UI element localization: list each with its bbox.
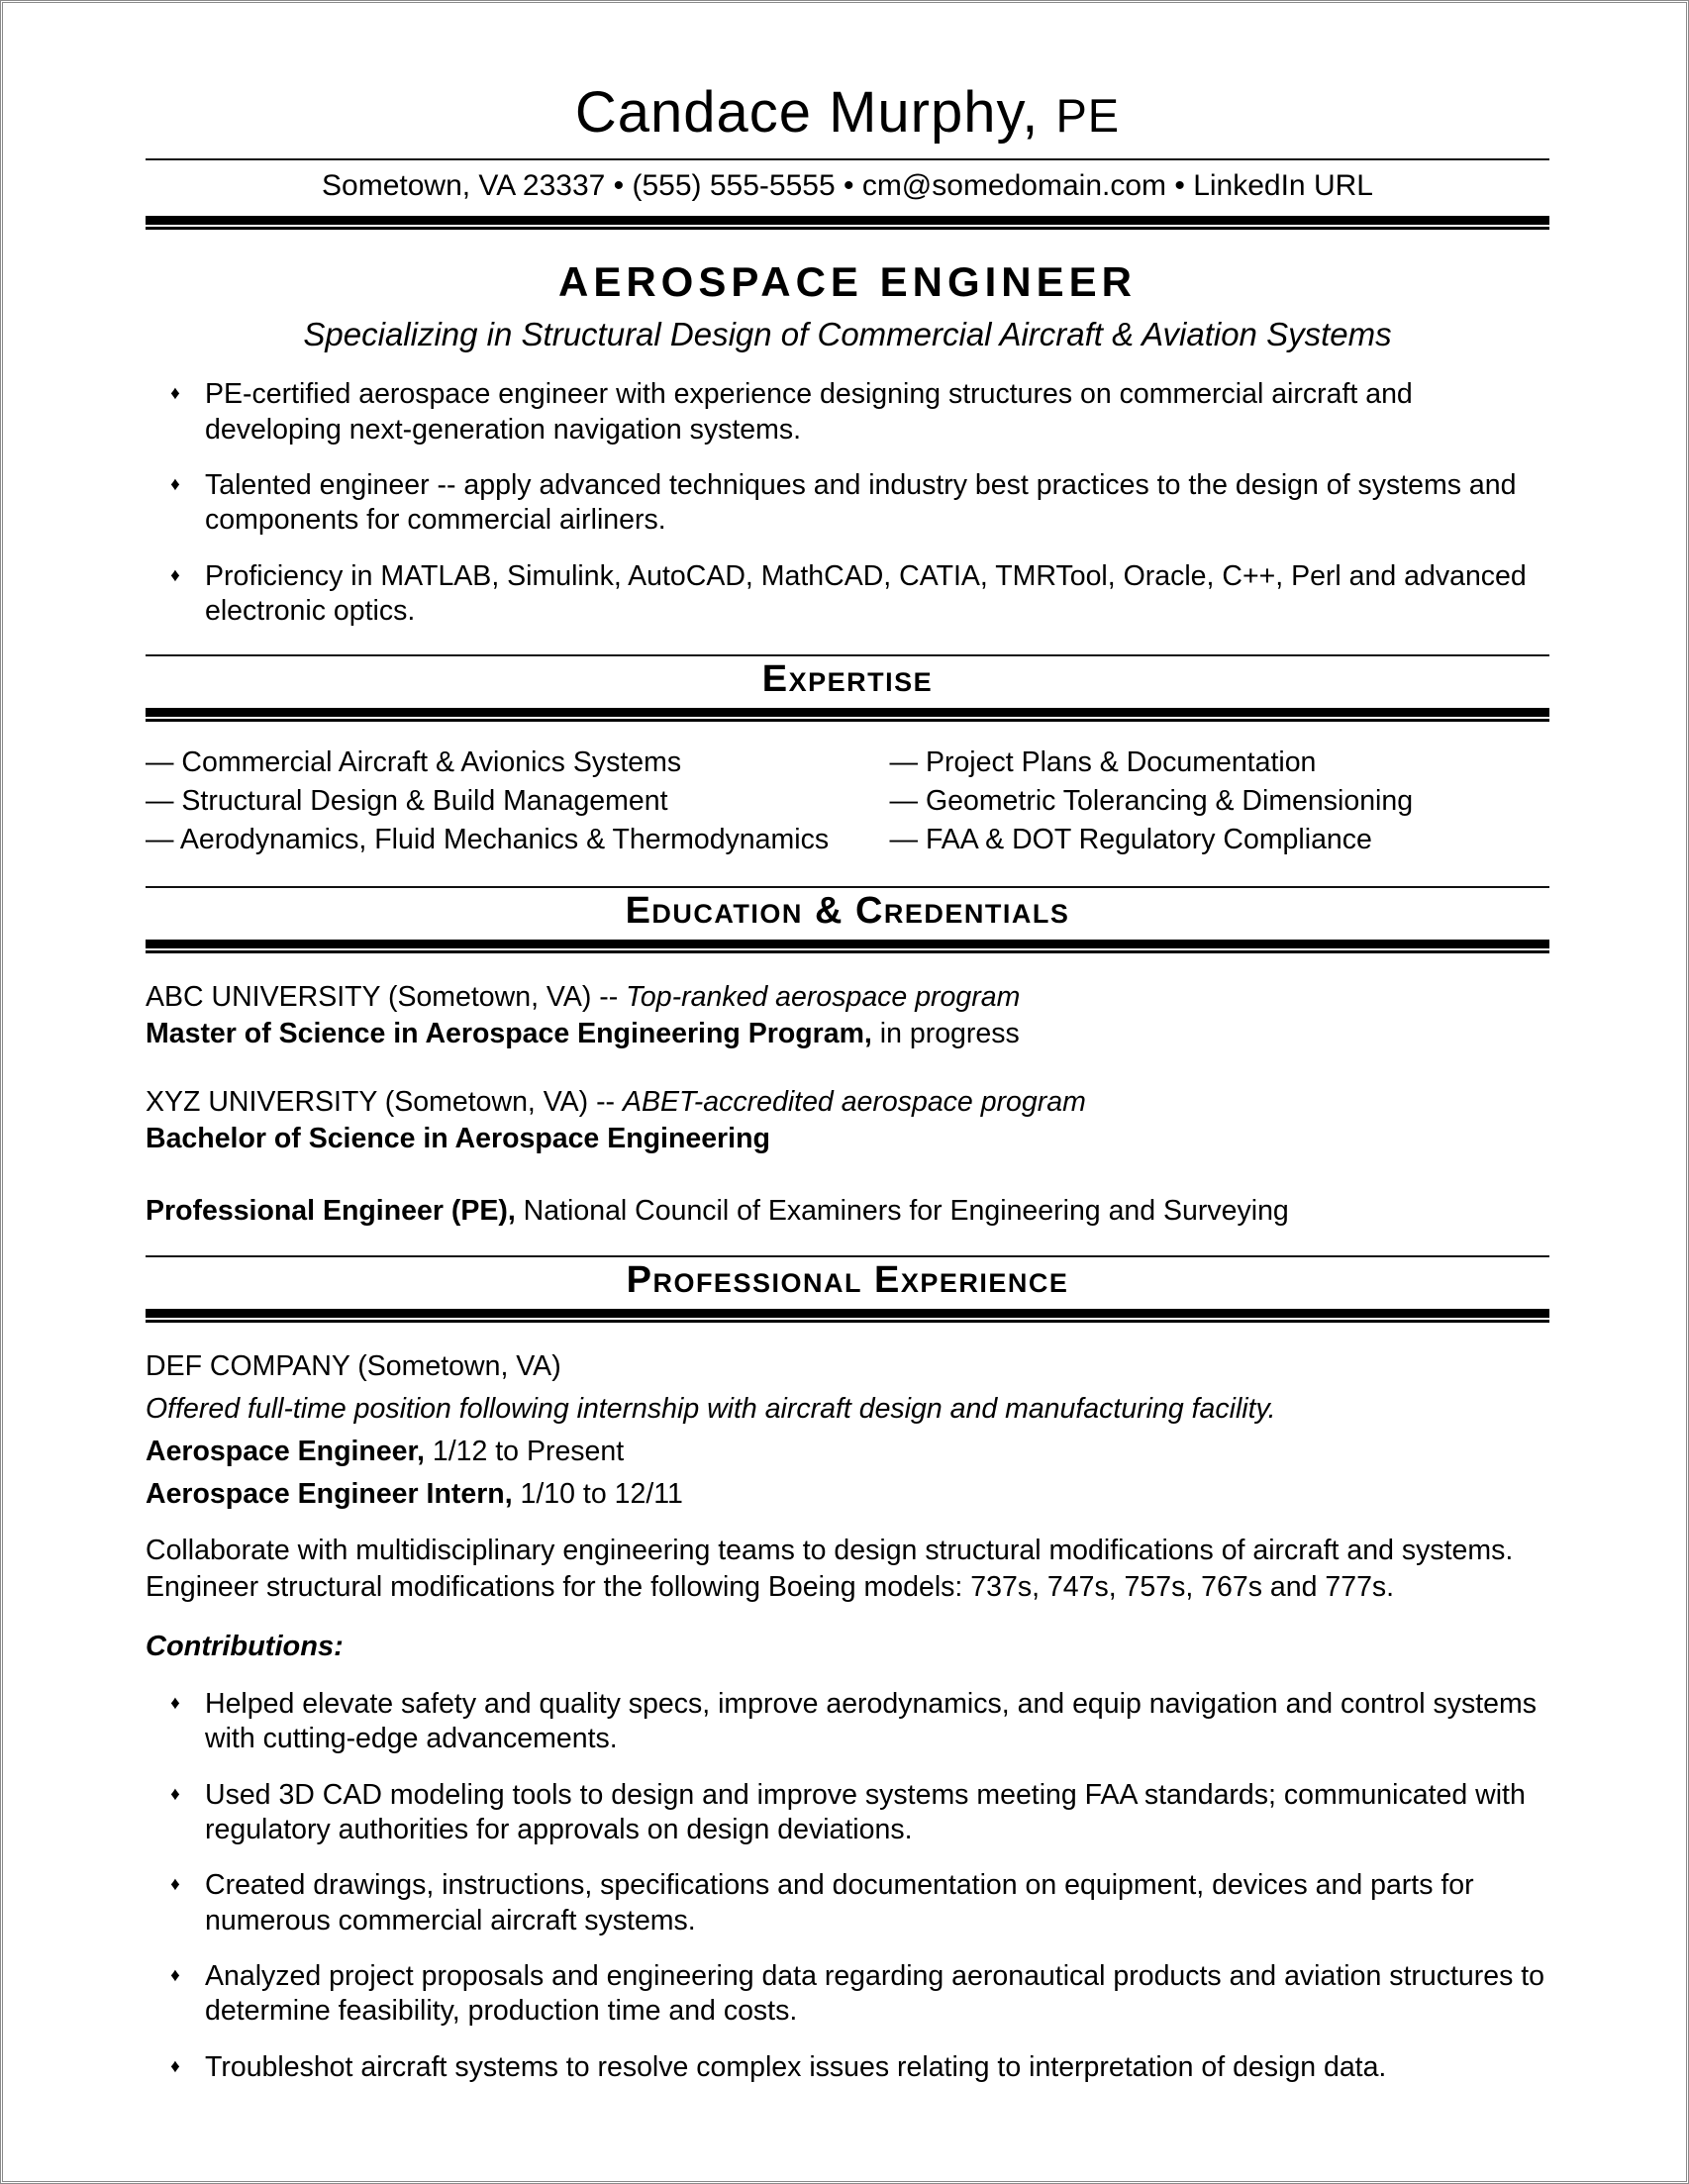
experience-heading: Professional Experience — [626, 1259, 1069, 1302]
education-entry — [146, 1084, 1549, 1157]
education-block — [146, 953, 1549, 1230]
experience-overview: Collaborate with multidisciplinary engineering teams to design structural modifications of aircraft and systems. Engineer structural modifications for the following Boeing models: 737s, 747s, 757s, 767s and 777s. — [146, 1535, 1514, 1603]
contact-line: Sometown, VA 23337 • (555) 555-5555 • cm@somedomain.com • LinkedIn URL — [322, 168, 1373, 202]
contribution-item-text: Troubleshot aircraft systems to resolve complex issues relating to interpretation of design data. — [205, 2050, 1387, 2083]
expertise-columns — [146, 722, 1549, 860]
summary-item-text: PE-certified aerospace engineer with experience designing structures on commercial aircraft and developing next-generation navigation systems. — [205, 378, 1413, 446]
contribution-item — [146, 2050, 1549, 2085]
contribution-item — [146, 1868, 1549, 1938]
candidate-credential-suffix: PE — [1055, 89, 1121, 142]
role-line — [146, 1476, 1549, 1513]
contribution-item-text: Analyzed project proposals and engineering data regarding aeronautical products and aviation structures to determine feasibility, production time and costs. — [205, 1960, 1545, 2028]
contribution-item-text: Used 3D CAD modeling tools to design and improve systems meeting FAA standards; communicated with regulatory authorities for approvals on design deviations. — [205, 1778, 1526, 1846]
diamond-bullet-icon: ♦ — [170, 1965, 180, 1987]
diamond-bullet-icon: ♦ — [170, 474, 180, 496]
diamond-bullet-icon: ♦ — [170, 383, 180, 405]
school-name: ABC UNIVERSITY (Sometown, VA) -- — [146, 981, 627, 1014]
candidate-name-text: Candace Murphy, — [574, 80, 1040, 145]
section-divider-top — [146, 654, 1549, 656]
job-dates: 1/10 to 12/11 — [512, 1478, 683, 1511]
section-divider-top — [146, 886, 1549, 888]
contribution-item — [146, 1687, 1549, 1757]
credential-body: National Council of Examiners for Engineering and Surveying — [515, 1195, 1289, 1228]
school-line — [146, 979, 1549, 1016]
expertise-item: — Aerodynamics, Fluid Mechanics & Thermodynamics — [146, 823, 830, 855]
diamond-bullet-icon: ♦ — [170, 2055, 180, 2077]
contribution-item-text: Created drawings, instructions, specifications and documentation on equipment, devices and parts for numerous commercial aircraft systems. — [205, 1869, 1474, 1936]
credential-line — [146, 1193, 1549, 1230]
expertise-item: — Geometric Tolerancing & Dimensioning — [889, 784, 1414, 817]
degree-name: Master of Science in Aerospace Engineering Program, — [146, 1018, 872, 1050]
expertise-heading: Expertise — [761, 658, 934, 701]
expertise-item: — Project Plans & Documentation — [889, 746, 1317, 779]
company-name: DEF COMPANY (Sometown, VA) — [146, 1350, 561, 1383]
contribution-item — [146, 1778, 1549, 1848]
expertise-item: — Structural Design & Build Management — [146, 784, 668, 817]
contribution-item — [146, 1959, 1549, 2030]
expertise-left-column — [146, 745, 890, 860]
summary-item — [146, 559, 1549, 630]
diamond-bullet-icon: ♦ — [170, 564, 180, 586]
summary-item-text: Proficiency in MATLAB, Simulink, AutoCAD, MathCAD, CATIA, TMRTool, Oracle, C++, Perl and advanced electronic optics. — [205, 559, 1527, 628]
education-section-head — [146, 886, 1549, 953]
role-subtitle: Specializing in Structural Design of Commercial Aircraft & Aviation Systems — [303, 315, 1392, 352]
job-dates: 1/12 to Present — [424, 1436, 625, 1468]
company-note: Offered full-time position following internship with aircraft design and manufacturing facility. — [146, 1393, 1276, 1426]
resume-content — [3, 3, 1686, 2085]
section-divider-bottom — [146, 940, 1549, 953]
experience-section-head — [146, 1255, 1549, 1323]
summary-item — [146, 468, 1549, 539]
section-divider-top — [146, 1255, 1549, 1257]
contribution-item-text: Helped elevate safety and quality specs, improve aerodynamics, and equip navigation and control systems with cutting-edge advancements. — [205, 1688, 1538, 1755]
expertise-right-column — [890, 745, 1549, 860]
role-line — [146, 1434, 1549, 1470]
degree-line — [146, 1016, 1549, 1052]
expertise-item: — Commercial Aircraft & Avionics Systems — [146, 746, 682, 779]
school-name: XYZ UNIVERSITY (Sometown, VA) -- — [146, 1086, 623, 1119]
experience-block — [146, 1323, 1549, 2085]
expertise-item: — FAA & DOT Regulatory Compliance — [889, 823, 1372, 855]
job-title: Aerospace Engineer Intern, — [146, 1478, 513, 1511]
contributions-label: Contributions: — [146, 1631, 344, 1663]
contributions-list — [146, 1687, 1549, 2085]
expertise-section-head — [146, 654, 1549, 722]
program-note: Top-ranked aerospace program — [626, 981, 1021, 1014]
diamond-bullet-icon: ♦ — [170, 1874, 180, 1896]
degree-name: Bachelor of Science in Aerospace Engineering — [146, 1123, 770, 1155]
section-divider-bottom — [146, 1309, 1549, 1323]
role-title: AEROSPACE ENGINEER — [558, 257, 1137, 305]
degree-line — [146, 1121, 1549, 1157]
credential-title: Professional Engineer (PE), — [146, 1195, 516, 1228]
candidate-name — [146, 80, 1549, 147]
degree-status: in progress — [871, 1018, 1020, 1050]
summary-list — [146, 377, 1549, 629]
summary-item — [146, 377, 1549, 447]
job-title: Aerospace Engineer, — [146, 1436, 425, 1468]
school-line — [146, 1084, 1549, 1121]
program-note: ABET-accredited aerospace program — [622, 1086, 1086, 1119]
diamond-bullet-icon: ♦ — [170, 1783, 180, 1805]
header-divider-bottom — [146, 216, 1549, 230]
section-divider-bottom — [146, 708, 1549, 722]
education-entry — [146, 979, 1549, 1052]
diamond-bullet-icon: ♦ — [170, 1693, 180, 1715]
education-heading: Education & Credentials — [625, 890, 1070, 933]
summary-item-text: Talented engineer -- apply advanced techniques and industry best practices to the design of systems and components for commercial airliners. — [205, 469, 1517, 537]
